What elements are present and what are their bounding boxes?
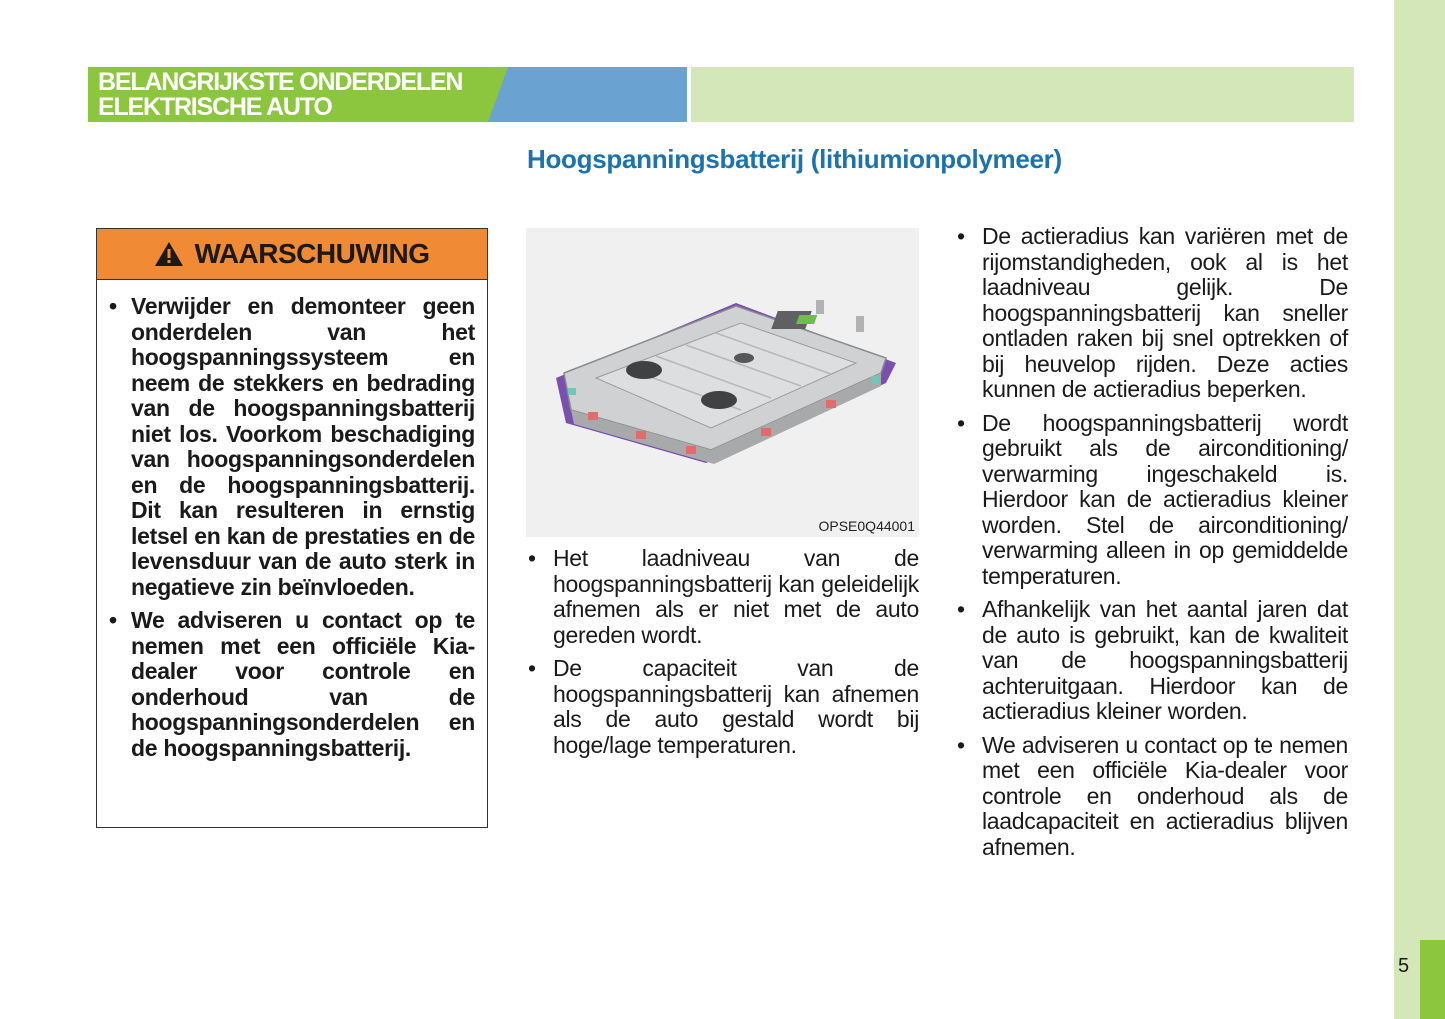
battery-illustration xyxy=(526,228,919,537)
list-item: • Het laadniveau van de hoogspanningsbatterij kan geleidelijk afnemen als er niet met de auto gereden wordt. xyxy=(553,546,919,648)
right-bullet-list xyxy=(955,224,1348,868)
warning-label: WAARSCHUWING xyxy=(194,238,430,269)
list-item: • De hoogspanningsbatterij wordt gebruikt als de airconditioning/ verwarming ingeschakeld is. Hierdoor kan de actieradius kleiner worden. Stel de airconditioning/ verwarming alleen in op gemiddelde temperaturen. xyxy=(982,411,1348,590)
chapter-title-line2: ELEKTRISCHE AUTO xyxy=(98,93,332,121)
side-strip xyxy=(1394,0,1445,1019)
battery-figure xyxy=(526,228,919,537)
list-item: • We adviseren u contact op te nemen met een officiële Kia-dealer voor controle en onderhoud als de laadcapaciteit en actieradius blijven afnemen. xyxy=(982,733,1348,861)
warning-list xyxy=(97,280,487,761)
list-item: • Afhankelijk van het aantal jaren dat de auto is gebruikt, kan de kwaliteit van de hoogspanningsbatterij achteruitgaan. Hierdoor kan de actieradius kleiner worden. xyxy=(982,597,1348,725)
warning-header xyxy=(97,229,487,280)
warning-triangle-icon xyxy=(154,241,184,267)
chapter-title xyxy=(98,70,462,120)
figure-code: OPSE0Q44001 xyxy=(818,518,915,534)
warning-box xyxy=(96,228,488,828)
warning-item: • Verwijder en demonteer geen onderdelen van het hoogspanningssysteem en neem de stekkers en bedrading van de hoogspanningsbatterij niet los. Voorkom beschadiging van hoogspanningsonderdelen en de hoogspanningsbatterij. Dit kan resulteren in ernstig letsel en kan de prestaties en de levensduur van de auto sterk in negatieve zin beïnvloeden. xyxy=(131,294,475,600)
page-tab xyxy=(1420,940,1445,1019)
list-item: • De capaciteit van de hoogspanningsbatterij kan afnemen als de auto gestald wordt bij hoge/lage temperaturen. xyxy=(553,656,919,758)
warning-item: • We adviseren u contact op te nemen met een officiële Kia-dealer voor controle en onderhoud van de hoogspanningsonderdelen en de hoogspanningsbatterij. xyxy=(131,608,475,761)
header-bar-light xyxy=(691,67,1354,122)
middle-bullet-list xyxy=(526,546,919,766)
header-bar-blue xyxy=(488,67,687,122)
section-title: Hoogspanningsbatterij (lithiumionpolymeer) xyxy=(527,144,1062,174)
list-item: • De actieradius kan variëren met de rijomstandigheden, ook al is het laadniveau gelijk. De hoogspanningsbatterij kan sneller ontladen raken bij snel optrekken of bij heuvelop rijden. Deze acties kunnen de actieradius beperken. xyxy=(982,224,1348,403)
chapter-title-line1: BELANGRIJKSTE ONDERDELEN xyxy=(98,68,463,96)
page-number: 5 xyxy=(1398,955,1410,977)
